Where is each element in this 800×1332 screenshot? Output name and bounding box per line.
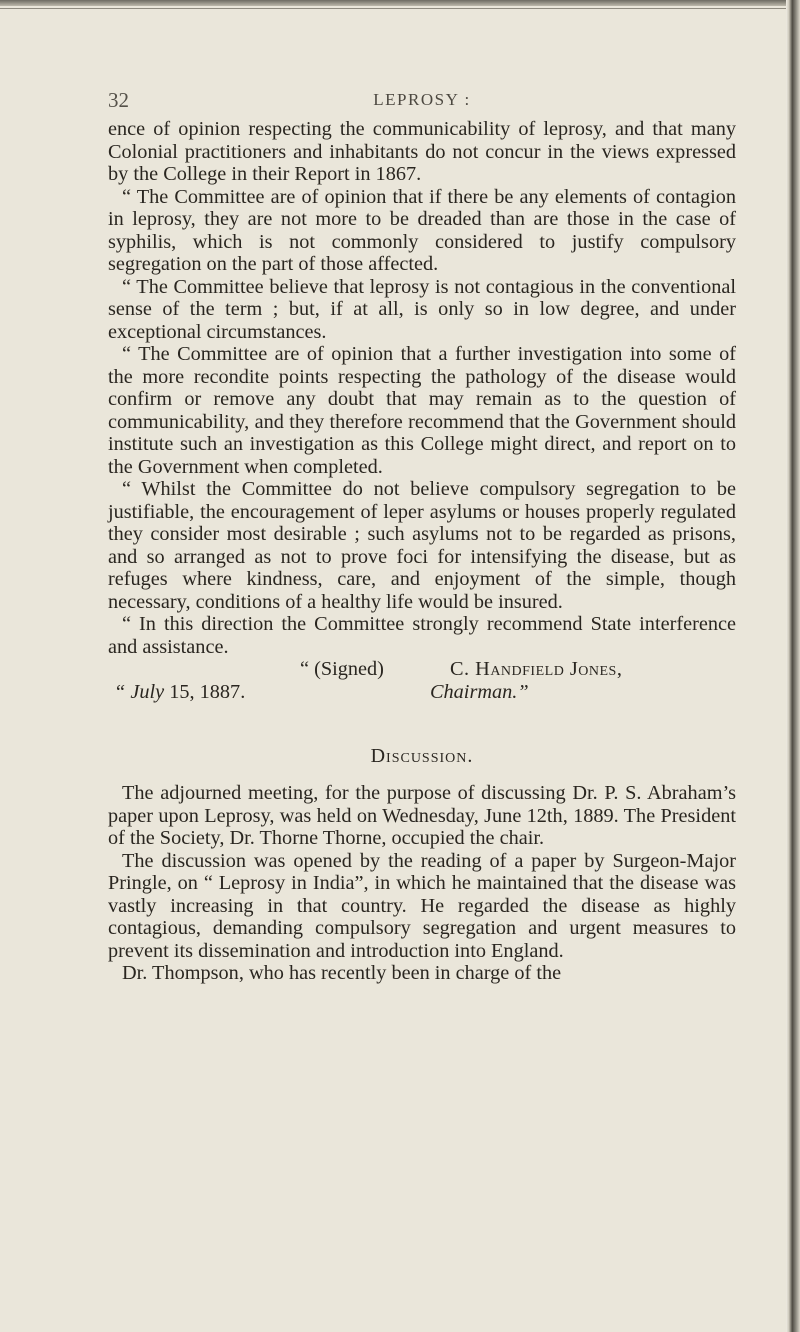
date-month: “ July: [114, 680, 165, 703]
paragraph: ence of opinion respecting the communicability of leprosy, and that many Colonial practitioners and inhabitants do not concur in the views expressed by the College in their Report in 1867.: [108, 118, 736, 185]
discussion-text: [108, 782, 736, 985]
page-number: 32: [108, 88, 129, 112]
page-header: [108, 88, 736, 118]
signature-date: [114, 681, 414, 704]
signatory-name: C. Handfield Jones,: [450, 658, 623, 680]
signature-line: [108, 658, 736, 681]
paragraph: The adjourned meeting, for the purpose of discussing Dr. P. S. Abraham’s paper upon Leprosy, was held on Wednesday, June 12th, 1889. The President of the Society, Dr. Thorne Thorne, occupied the chair.: [108, 782, 736, 849]
top-rule-thin: [0, 8, 790, 9]
paragraph: The discussion was opened by the reading of a paper by Surgeon-Major Pringle, on “ Leprosy in India”, in which he maintained that the disease was vastly increasing in that country. He regarded the disease as highly contagious, demanding compulsory segregation and urgent measures to prevent its dissemination and introduction into England.: [108, 849, 736, 962]
signed-label: “ (Signed): [300, 658, 384, 680]
running-head: LEPROSY :: [373, 90, 471, 109]
date-rest: 15, 1887.: [164, 680, 246, 703]
paragraph: “ The Committee are of opinion that if there be any elements of contagion in leprosy, they are not more to be dreaded than are those in the case of syphilis, which is not commonly considered to justify compulsory segregation on the part of those affected.: [108, 185, 736, 275]
paragraph: Dr. Thompson, who has recently been in charge of the: [122, 962, 562, 984]
paragraph: “ The Committee believe that leprosy is not contagious in the conventional sense of the term ; but, if at all, is only so in low degree, and under exceptional circumstances.: [108, 275, 736, 343]
section-title: Discussion.: [370, 745, 474, 767]
page: [108, 88, 736, 985]
book-binding-edge: [786, 0, 800, 1332]
date-line: [108, 681, 736, 704]
paragraph: “ In this direction the Committee strongly recommend State interference and assistance.: [108, 613, 736, 658]
paragraph: “ Whilst the Committee do not believe compulsory segregation to be justifiable, the encouragement of leper asylums or houses properly regulated they consider most desirable ; such asylums not to be regarded as prisons, and so arranged as not to prove foci for intensifying the disease, but as refuges where kindness, care, and enjoyment of the simple, though necessary, conditions of a healthy life would be insured.: [108, 478, 736, 613]
top-rule: [0, 0, 790, 6]
paragraph: “ The Committee are of opinion that a further investigation into some of the more recondite points respecting the pathology of the disease would confirm or remove any doubt that may remain as to the question of communicability, and they therefore recommend that the Government should institute such an investigation as this College might direct, and report on to the Government when completed.: [108, 343, 736, 478]
signatory-role: Chairman.”: [430, 680, 529, 703]
committee-report: [108, 118, 736, 658]
